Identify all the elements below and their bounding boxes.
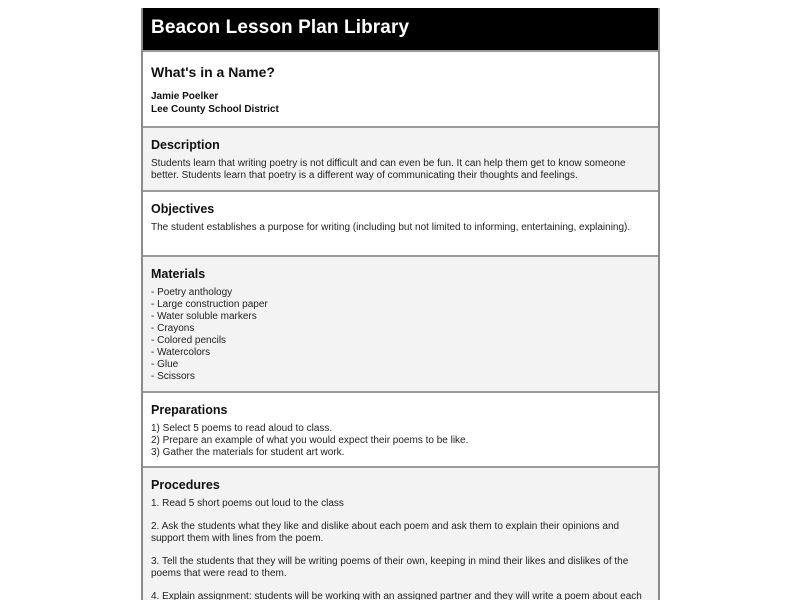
- site-title: Beacon Lesson Plan Library: [151, 17, 410, 38]
- list-item: - Large construction paper: [151, 299, 268, 310]
- list-item: - Glue: [151, 359, 179, 370]
- lesson-title-section: [143, 50, 658, 126]
- materials-heading: Materials: [151, 267, 206, 281]
- list-item: 2. Ask the students what they like and dislike about each poem and ask them to explain their opinions and support them with lines from the poem.: [151, 521, 620, 544]
- lesson-author: Jamie Poelker: [151, 91, 219, 102]
- list-item: - Colored pencils: [151, 335, 227, 346]
- procedures-section: [143, 466, 658, 600]
- objectives-text: The student establishes a purpose for writing (including but not limited to informing, entertaining, explaining).: [151, 222, 631, 233]
- lesson-page: [141, 8, 660, 600]
- list-item: 1. Read 5 short poems out loud to the class: [151, 498, 344, 509]
- list-item: 3) Gather the materials for student art work.: [151, 447, 345, 458]
- list-item: - Watercolors: [151, 347, 211, 358]
- materials-list: [151, 287, 650, 383]
- description-section: [143, 126, 658, 190]
- preparations-section: [143, 391, 658, 466]
- lesson-district: Lee County School District: [151, 104, 279, 115]
- description-text: Students learn that writing poetry is not difficult and can even be fun. It can help them get to know someone better. Students learn that poetry is a different way of communicating their thoughts and feelings.: [151, 158, 626, 181]
- list-item: - Crayons: [151, 323, 195, 334]
- lesson-title: What's in a Name?: [151, 64, 275, 80]
- preparations-list: [151, 423, 650, 459]
- objectives-section: [143, 190, 658, 255]
- site-header: [143, 8, 658, 50]
- list-item: - Scissors: [151, 371, 195, 382]
- procedures-list: [151, 498, 650, 600]
- objectives-heading: Objectives: [151, 202, 215, 216]
- list-item: 1) Select 5 poems to read aloud to class.: [151, 423, 333, 434]
- list-item: 3. Tell the students that they will be writing poems of their own, keeping in mind their likes and dislikes of the poems that were read to them.: [151, 556, 629, 579]
- list-item: - Poetry anthology: [151, 287, 233, 298]
- list-item: - Water soluble markers: [151, 311, 257, 322]
- description-heading: Description: [151, 138, 220, 152]
- preparations-heading: Preparations: [151, 403, 228, 417]
- procedures-heading: Procedures: [151, 478, 220, 492]
- list-item: 4. Explain assignment: students will be working with an assigned partner and they will write a poem about each: [151, 591, 642, 600]
- materials-section: [143, 255, 658, 391]
- list-item: 2) Prepare an example of what you would expect their poems to be like.: [151, 435, 469, 446]
